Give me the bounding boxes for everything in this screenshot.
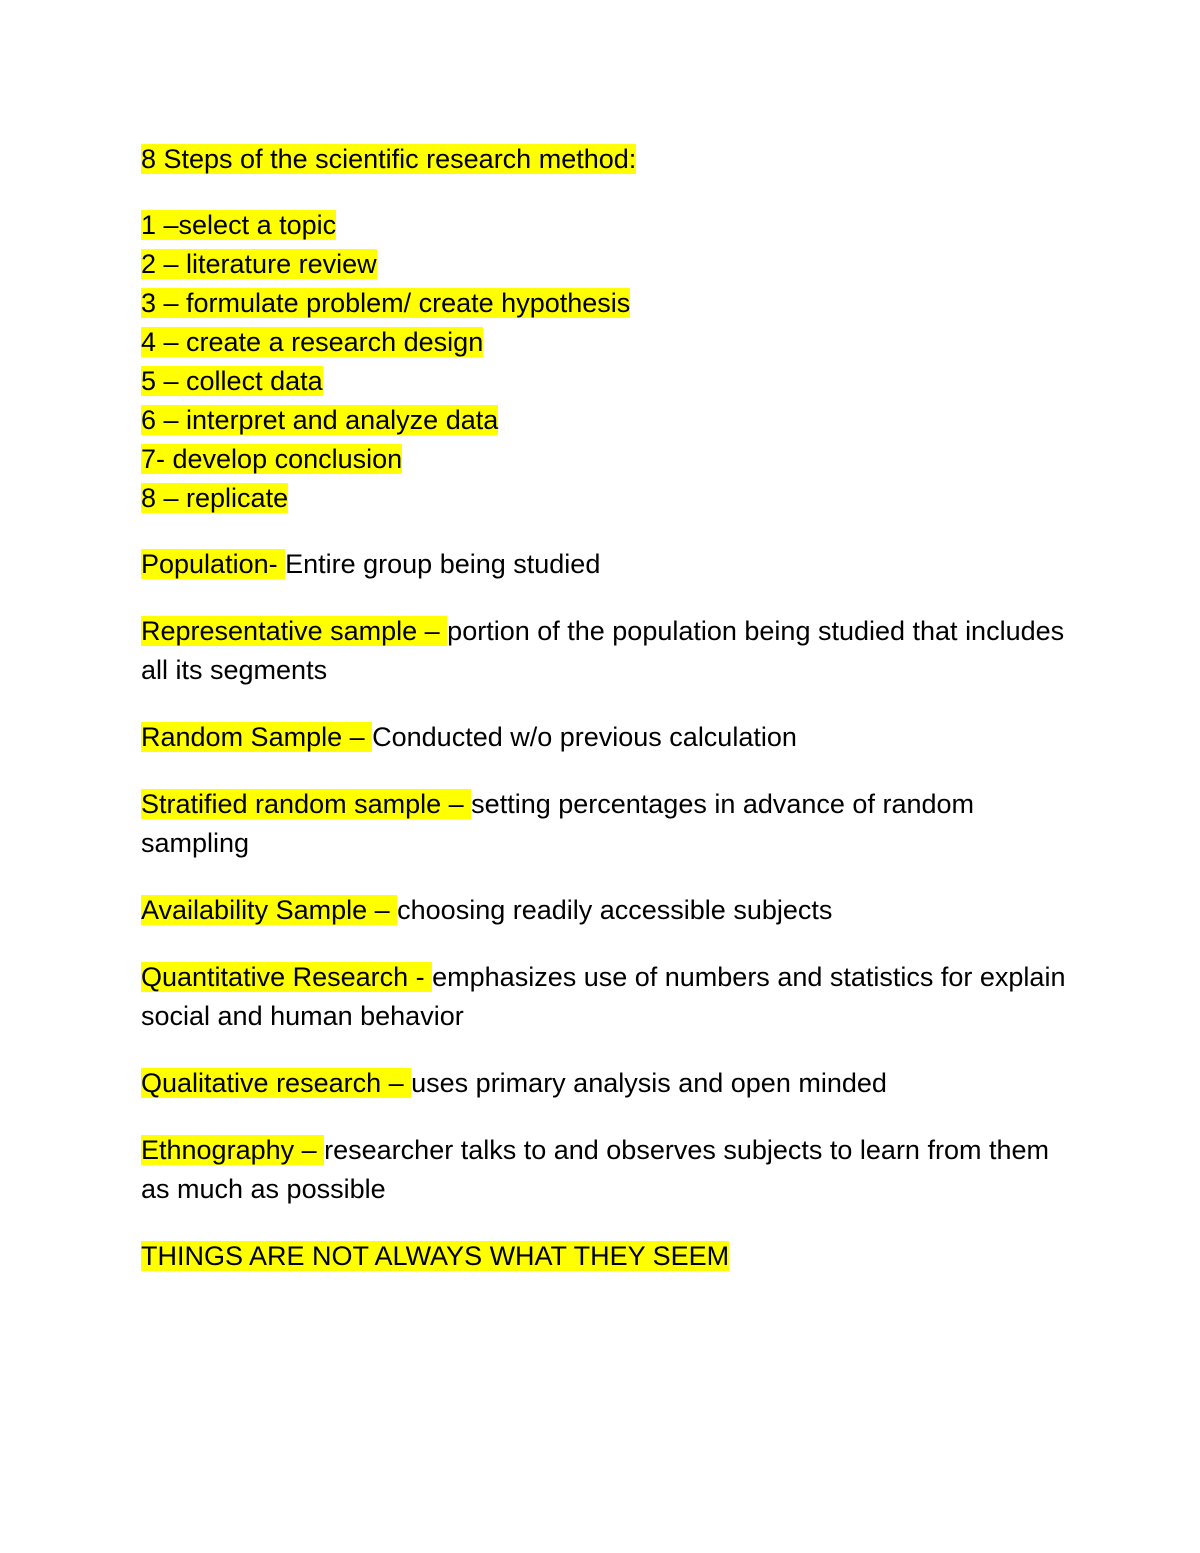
definition-text: choosing readily accessible subjects xyxy=(397,895,833,925)
step-text: 1 –select a topic xyxy=(141,210,337,240)
definition-term: Availability Sample – xyxy=(141,895,398,925)
step-item xyxy=(141,401,1071,440)
step-text: 3 – formulate problem/ create hypothesis xyxy=(141,288,631,318)
step-item xyxy=(141,440,1071,479)
definition-term: Quantitative Research - xyxy=(141,962,433,992)
definition-term: Stratified random sample – xyxy=(141,789,472,819)
definition-ethnography xyxy=(141,1131,1071,1209)
step-item xyxy=(141,362,1071,401)
definition-population xyxy=(141,545,1071,584)
step-text: 2 – literature review xyxy=(141,249,377,279)
closing-statement xyxy=(141,1237,1071,1276)
definition-stratified-random-sample xyxy=(141,785,1071,863)
definition-term: Population- xyxy=(141,549,286,579)
definition-random-sample xyxy=(141,718,1071,757)
step-item xyxy=(141,206,1071,245)
document-heading xyxy=(141,140,1071,179)
steps-list xyxy=(141,206,1071,518)
definition-representative-sample xyxy=(141,612,1071,690)
step-text: 4 – create a research design xyxy=(141,327,484,357)
definition-text: Conducted w/o previous calculation xyxy=(372,722,797,752)
definition-term: Representative sample – xyxy=(141,616,448,646)
definition-qualitative-research xyxy=(141,1064,1071,1103)
definition-text: setting percentages in advance of random sampling xyxy=(141,789,974,858)
step-text: 6 – interpret and analyze data xyxy=(141,405,499,435)
definition-term: Random Sample – xyxy=(141,722,373,752)
definition-text: emphasizes use of numbers and statistics for explain social and human behavior xyxy=(141,962,1066,1031)
heading-text: 8 Steps of the scientific research method: xyxy=(141,144,637,174)
definition-text: uses primary analysis and open minded xyxy=(411,1068,887,1098)
step-item xyxy=(141,323,1071,362)
definition-term: Qualitative research – xyxy=(141,1068,412,1098)
document-page xyxy=(141,140,1071,1276)
definition-text: Entire group being studied xyxy=(285,549,601,579)
step-text: 7- develop conclusion xyxy=(141,444,403,474)
definition-availability-sample xyxy=(141,891,1071,930)
definition-quantitative-research xyxy=(141,958,1071,1036)
step-item xyxy=(141,245,1071,284)
closing-text: THINGS ARE NOT ALWAYS WHAT THEY SEEM xyxy=(141,1241,730,1271)
step-text: 5 – collect data xyxy=(141,366,323,396)
definition-term: Ethnography – xyxy=(141,1135,325,1165)
step-text: 8 – replicate xyxy=(141,483,289,513)
step-item xyxy=(141,479,1071,518)
definition-text: portion of the population being studied that includes all its segments xyxy=(141,616,1065,685)
definition-text: researcher talks to and observes subjects to learn from them as much as possible xyxy=(141,1135,1049,1204)
step-item xyxy=(141,284,1071,323)
